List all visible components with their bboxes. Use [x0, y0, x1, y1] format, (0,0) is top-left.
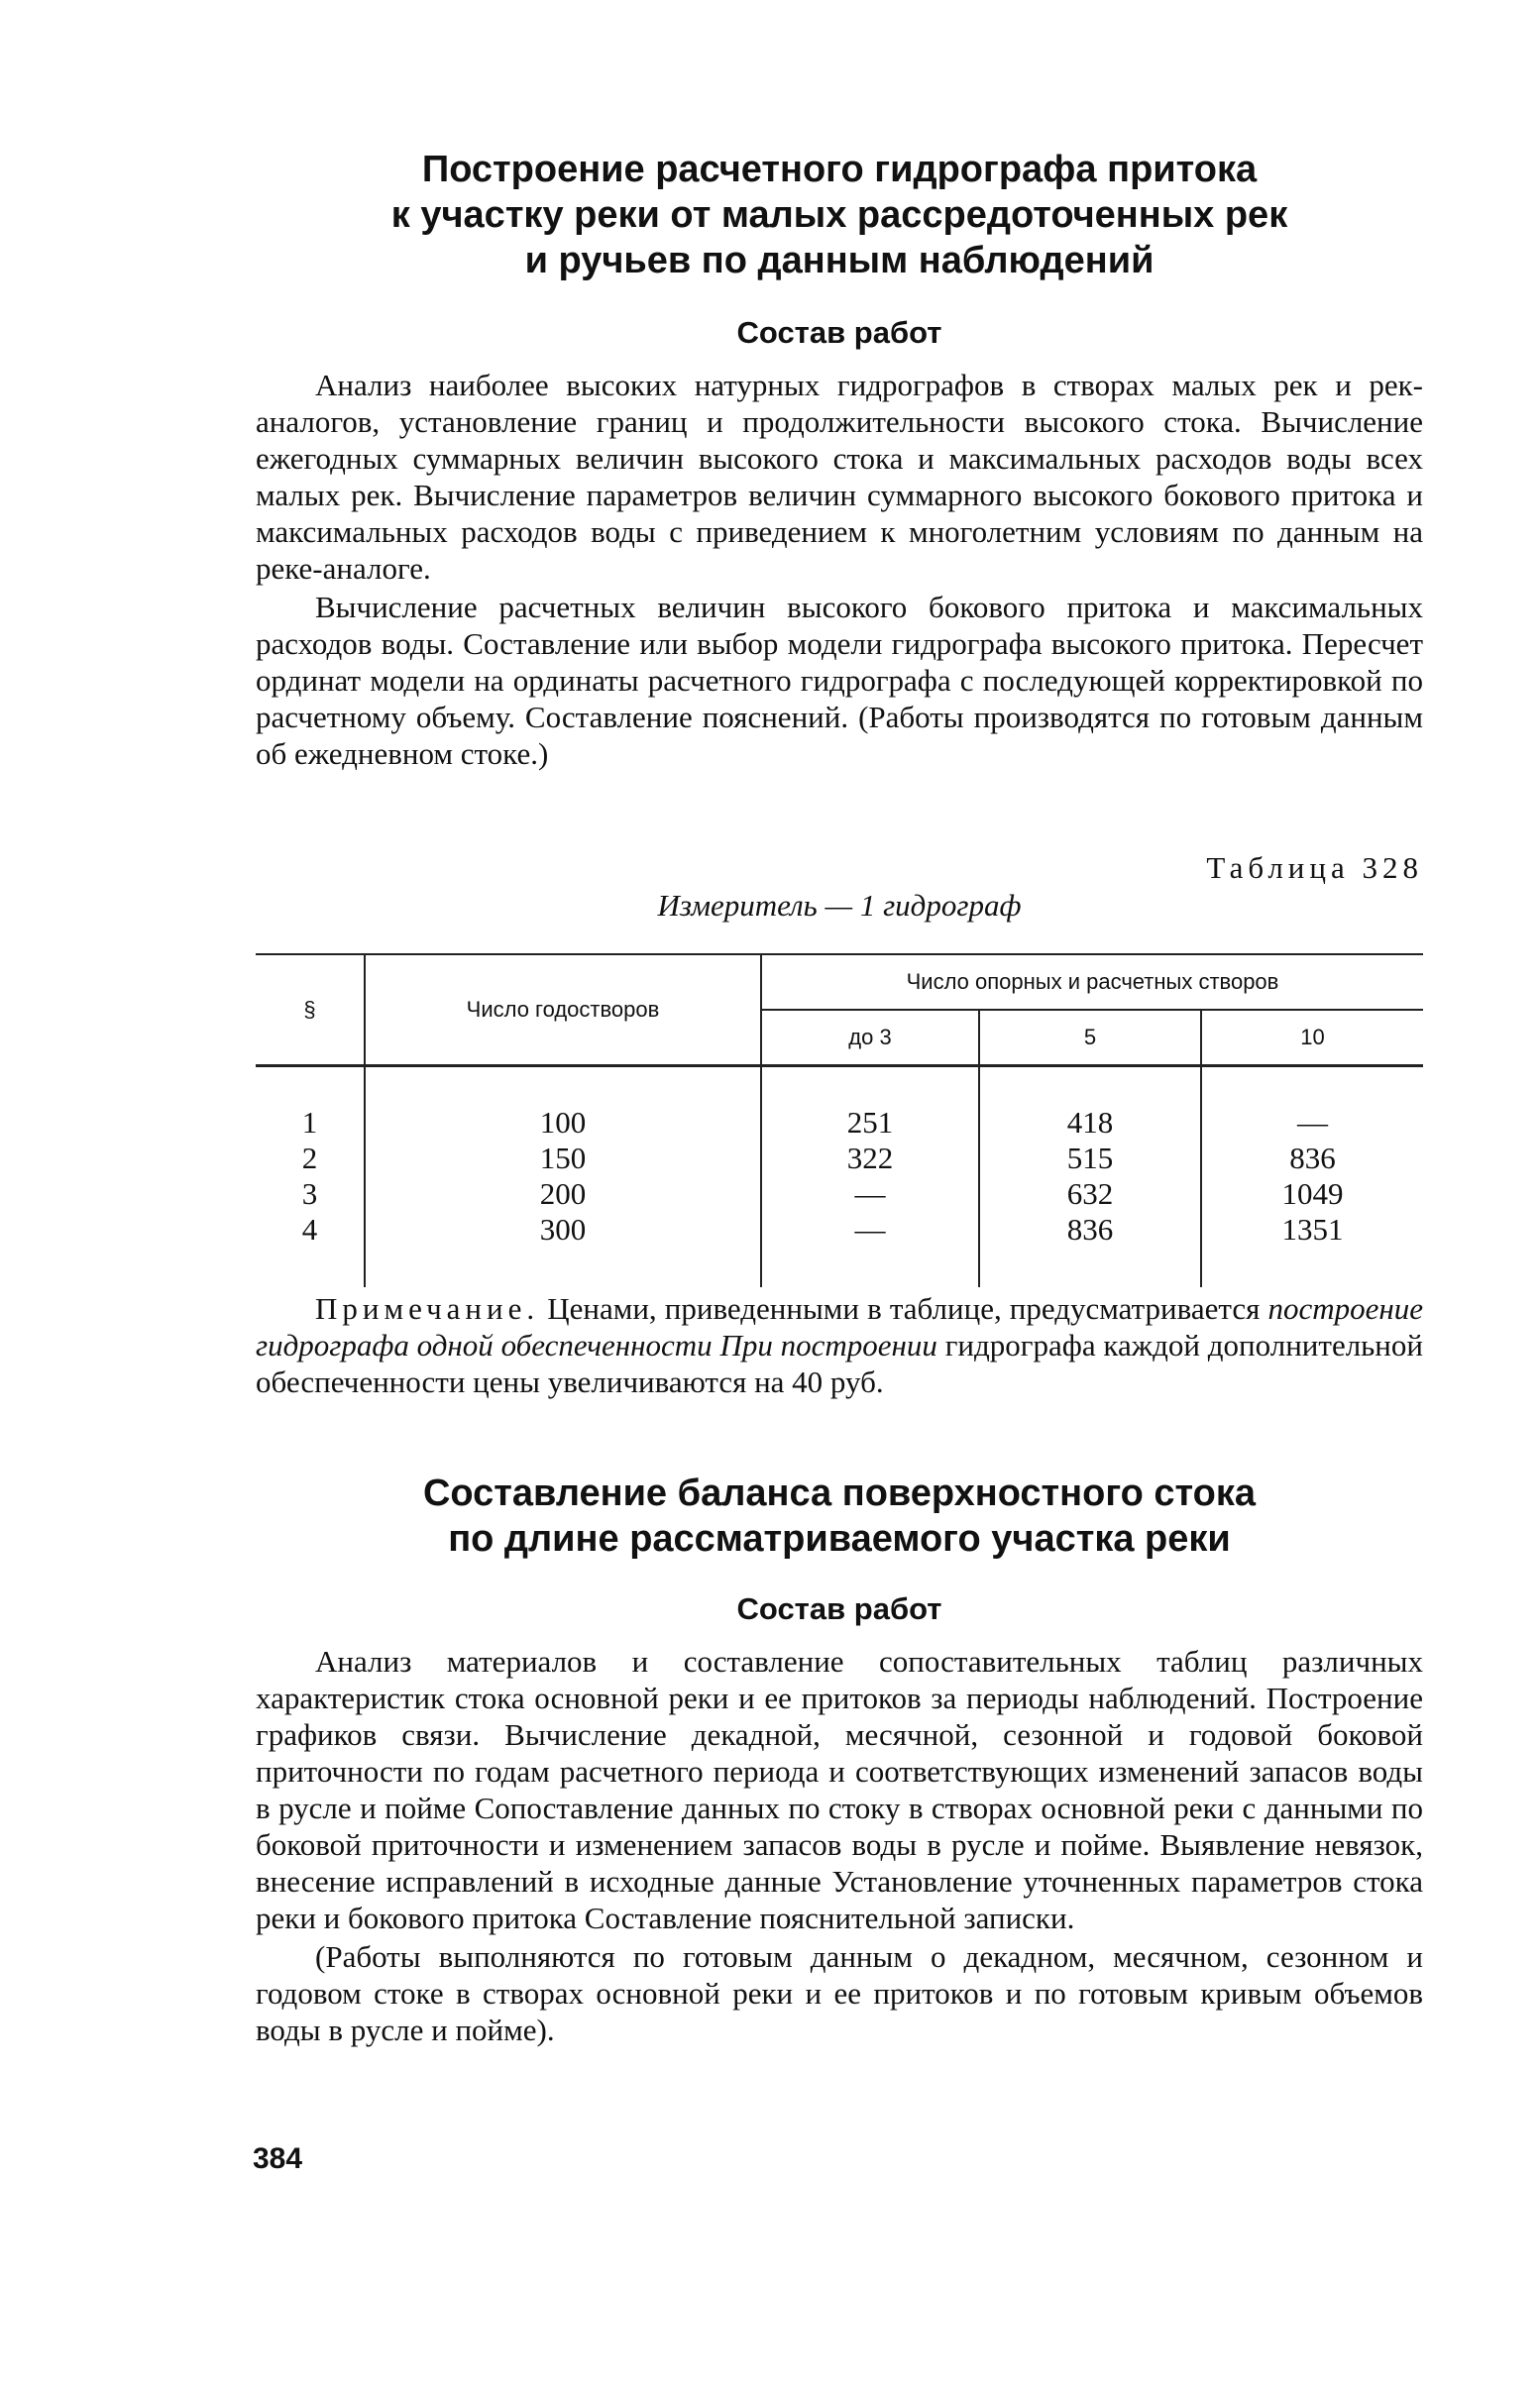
table-note — [256, 1290, 1423, 1400]
cell: 1351 — [1201, 1212, 1423, 1287]
section-1-title-line: к участку реки от малых рассредоточенных рек — [390, 194, 1288, 236]
section-2-title — [256, 1471, 1423, 1562]
cell: 836 — [979, 1212, 1201, 1287]
cell: — — [761, 1176, 979, 1212]
header-count: Число годостворов — [365, 954, 761, 1066]
cell-num: 1 — [301, 1105, 318, 1140]
section-2-title-line: Составление баланса поверхностного стока — [422, 1472, 1257, 1514]
table-caption — [256, 850, 1423, 929]
header-group: Число опорных и расчетных створов — [761, 954, 1423, 1010]
table-row — [256, 1212, 1423, 1287]
section-1 — [256, 147, 1423, 772]
table-header — [256, 954, 1423, 1066]
cell: 200 — [365, 1176, 761, 1212]
section-1-paragraph: Анализ наиболее высоких натурных гидрографов в створах малых рек и рек-аналогов, установление границ и продолжительности высокого стока. Вычисление ежегодных суммарных величин высокого стока и максимальных расходов воды всех малых рек. Вычисление параметров величин суммарного высокого бокового притока и максимальных расходов воды с приведением к многолетним условиям по данным на реке-аналоге. — [256, 368, 1423, 586]
section-1-subtitle: Состав работ — [736, 315, 942, 350]
cell: 251 — [761, 1066, 979, 1142]
section-2 — [256, 1471, 1423, 2048]
section-1-paragraph: Вычисление расчетных величин высокого бокового притока и максимальных расходов воды. Составление или выбор модели гидрографа высокого притока. Пересчет ординат модели на ординаты расчетного гидрографа с последующей корректировкой по расчетному объему. Составление пояснений. (Работы производятся по готовым данным об ежедневном стоке.) — [256, 590, 1423, 771]
cell: 515 — [979, 1141, 1201, 1176]
table-row — [256, 1066, 1423, 1142]
cell-num: 3 — [301, 1176, 318, 1211]
note-text-italic: построение гидрографа одной обеспеченности При построении — [256, 1291, 1423, 1363]
section-2-subtitle: Состав работ — [736, 1591, 942, 1626]
cell-num: 2 — [301, 1141, 318, 1175]
note-paragraph — [256, 1290, 1423, 1400]
section-1-title — [256, 147, 1423, 283]
note-text: гидрографа каждой дополнительной обеспеченности цены увеличиваются на 40 руб. — [256, 1328, 1423, 1399]
header-sub: до 3 — [761, 1010, 979, 1066]
header-sub: 5 — [979, 1010, 1201, 1066]
page-number: 384 — [253, 2142, 303, 2175]
section-2-paragraph: Анализ материалов и составление сопоставительных таблиц различных характеристик стока основной реки и ее притоков за периоды наблюдений. Построение графиков связи. Вычисление декадной, месячной, сезонной и годовой боковой приточности по годам расчетного периода и соответствующих изменений запасов воды в русле и пойме Сопоставление данных по стоку в створах основной реки с данными по боковой приточности и изменением запасов воды в русле и пойме. Выявление невязок, внесение исправлений в исходные данные Установление уточненных параметров стока реки и бокового притока Составление пояснительной записки. — [256, 1644, 1423, 1935]
header-sub: 10 — [1201, 1010, 1423, 1066]
cell: 150 — [365, 1141, 761, 1176]
note-text: Ценами, приведенными в таблице, предусматривается — [539, 1291, 1268, 1326]
cell: — — [761, 1212, 979, 1287]
table-row — [256, 1141, 1423, 1176]
note-label: Примечание. — [315, 1291, 540, 1326]
table-body — [256, 1066, 1423, 1288]
cell: 836 — [1201, 1141, 1423, 1176]
section-2-title-line: по длине рассматриваемого участка реки — [448, 1518, 1231, 1560]
table-number: Таблица 328 — [1206, 850, 1423, 885]
cell: 418 — [979, 1066, 1201, 1142]
header-num: § — [303, 997, 316, 1022]
table-measure: Измеритель — 1 гидрограф — [657, 888, 1022, 923]
price-table — [256, 953, 1423, 1287]
section-2-paragraph: (Работы выполняются по готовым данным о декадном, месячном, сезонном и годовом стоке в створах основной реки и ее притоков и по готовым кривым объемов воды в русле и пойме). — [256, 1939, 1423, 2047]
cell: 100 — [365, 1066, 761, 1142]
section-1-title-line: Построение расчетного гидрографа притока — [421, 149, 1258, 190]
cell-num: 4 — [301, 1212, 318, 1247]
section-1-title-line: и ручьев по данным наблюдений — [524, 240, 1155, 281]
table-block — [256, 850, 1423, 1287]
cell: 632 — [979, 1176, 1201, 1212]
cell: 300 — [365, 1212, 761, 1287]
cell: — — [1201, 1066, 1423, 1142]
cell: 322 — [761, 1141, 979, 1176]
table-row — [256, 1176, 1423, 1212]
cell: 1049 — [1201, 1176, 1423, 1212]
